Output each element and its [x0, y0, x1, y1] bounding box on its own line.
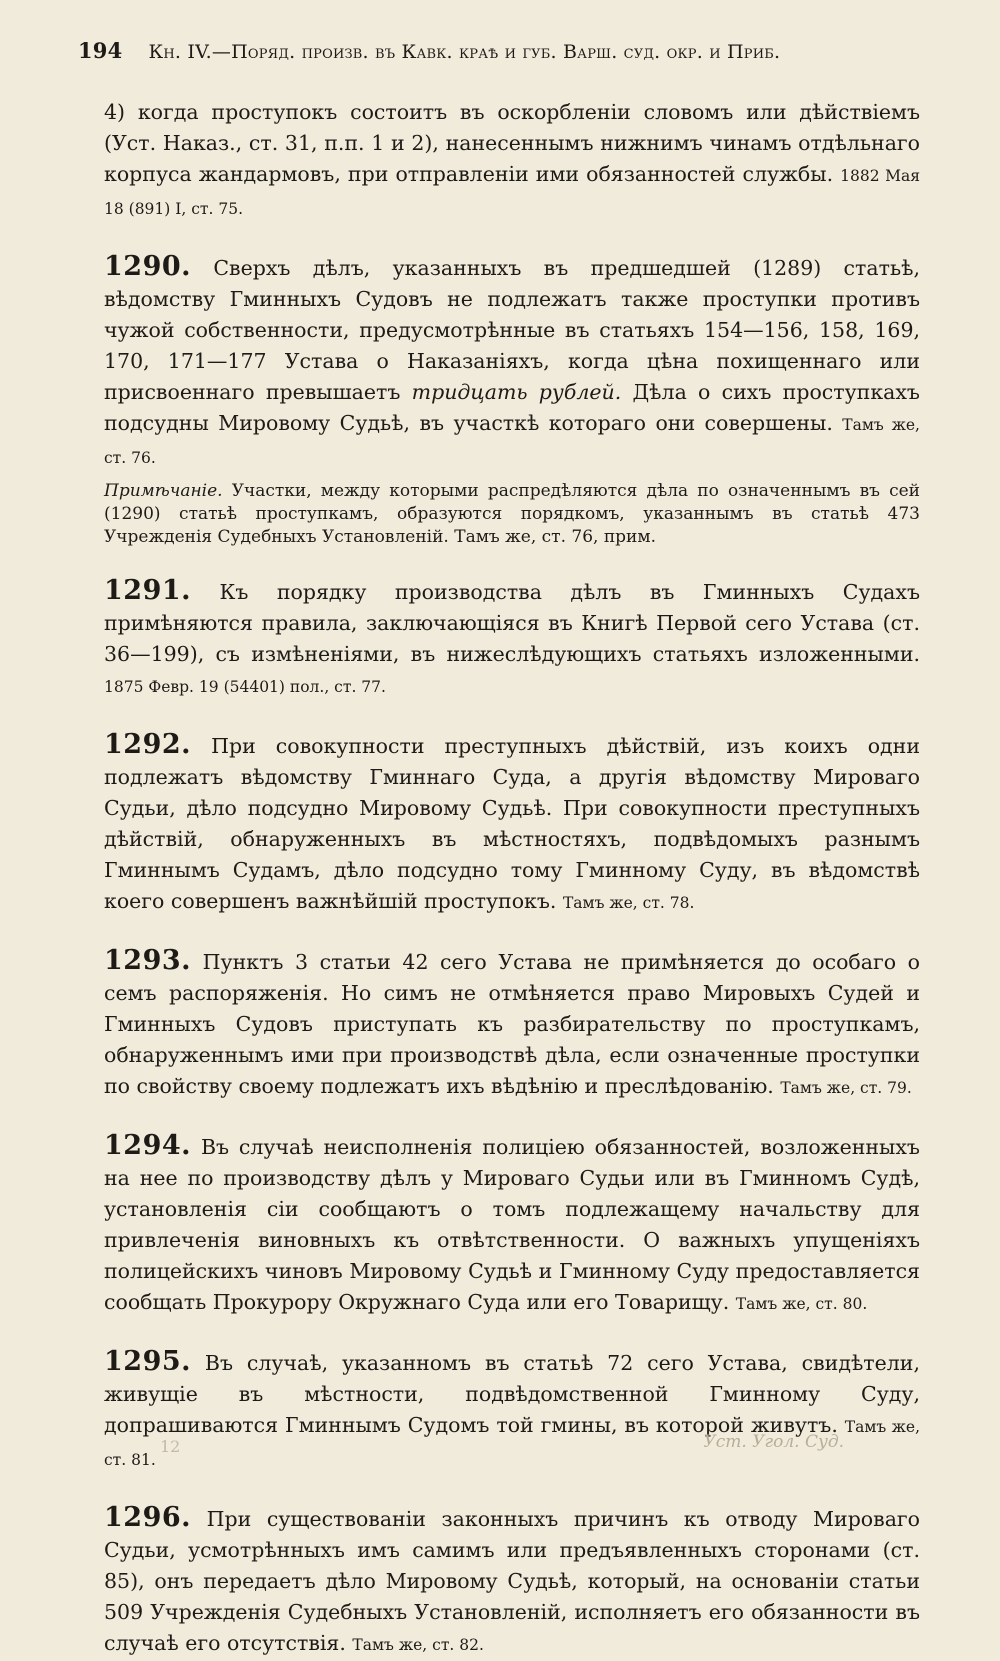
note-ref: Тамъ же, ст. 76, прим. — [454, 527, 657, 547]
article-text: Сверхъ дѣлъ, указанныхъ въ предшедшей (1289) статьѣ, вѣдомству Гминныхъ Судовъ не подлежатъ также проступки противъ чужой собственности, предусмотрѣнные въ статьяхъ 154—156, 158, 169, 170, 171—177 Устава о Наказаніяхъ, когда цѣна похищеннаго или присвоеннаго превышаетъ — [104, 256, 920, 404]
article-ref: Тамъ же, ст. 78. — [562, 894, 695, 912]
note-text: Участки, между которыми распредѣляются дѣла по означеннымъ въ сей (1290) статьѣ проступкамъ, образуются порядкомъ, указаннымъ въ статьѣ 473 Учрежденія Судебныхъ Установленій. — [104, 481, 920, 547]
article-ref: 1875 Февр. 19 (54401) пол., ст. 77. — [104, 678, 386, 696]
article-1293 — [78, 945, 920, 1104]
article-text: Пунктъ 3 статьи 42 сего Устава не примѣняется до особаго о семъ распоряженія. Но симъ не отмѣняется право Мировыхъ Судей и Гминныхъ Судовъ приступать къ разбирательству по проступкамъ, обнаруженнымъ ими при производствѣ дѣла, если означенные проступки по свойству своему подлежатъ ихъ вѣдѣнію и преслѣдованію. — [104, 950, 920, 1098]
article-number: 1293. — [104, 945, 192, 976]
article-note — [78, 480, 920, 549]
article-text: При совокупности преступныхъ дѣйствій, изъ коихъ одни подлежатъ вѣдомству Гминнаго Суда, а другія вѣдомству Мироваго Судьи, дѣло подсудно Мировому Судьѣ. При совокупности преступныхъ дѣйствій, обнаруженныхъ въ мѣстностяхъ, подвѣдомыхъ разнымъ Гминнымъ Судамъ, дѣло подсудно тому Гминному Суду, въ вѣдомствѣ коего совершенъ важнѣйшій проступокъ. — [104, 734, 920, 913]
article-number: 1291. — [104, 575, 192, 606]
article-text: При существованіи законныхъ причинъ къ отводу Мироваго Судьи, усмотрѣнныхъ имъ самимъ или предъявленныхъ сторонами (ст. 85), онъ передаетъ дѣло Мировому Судьѣ, который, на основаніи статьи 509 Учрежденія Судебныхъ Установленій, исполняетъ его обязанности въ случаѣ его отсутствія. — [104, 1507, 920, 1655]
bleed-through-text: Уст. Угол. Суд. — [703, 1432, 844, 1452]
article-body — [78, 1130, 920, 1320]
article-number: 1294. — [104, 1130, 192, 1161]
article-1295 — [78, 1346, 920, 1476]
article-1291 — [78, 575, 920, 703]
article-1290 — [78, 251, 920, 549]
intro-paragraph — [78, 97, 920, 225]
note-label: Примѣчаніе. — [104, 481, 223, 501]
article-ref: Тамъ же, ст. 76. — [104, 416, 920, 467]
article-text-after: Дѣла о сихъ проступкахъ подсудны Мировому Судьѣ, въ участкѣ котораго они совершены. — [104, 380, 920, 435]
article-body — [78, 1502, 920, 1661]
running-header — [78, 38, 920, 63]
intro-ref: 1882 Мая 18 (891) I, ст. 75. — [104, 167, 920, 218]
article-body — [78, 575, 920, 703]
article-1292 — [78, 729, 920, 919]
article-body — [78, 251, 920, 474]
article-ref: Тамъ же, ст. 79. — [780, 1079, 912, 1097]
article-number: 1292. — [104, 729, 192, 760]
article-body — [78, 1346, 920, 1476]
running-title: Кн. IV.—Поряд. произв. въ Кавк. краѣ и губ. Варш. суд. окр. и Приб. — [148, 41, 781, 63]
article-1294 — [78, 1130, 920, 1320]
article-text: Къ порядку производства дѣлъ въ Гминныхъ Судахъ примѣняются правила, заключающіяся въ Книгѣ Первой сего Устава (ст. 36—199), съ измѣненіями, въ нижеслѣдующихъ статьяхъ изложенными. — [104, 580, 920, 666]
article-number: 1290. — [104, 251, 192, 282]
article-italic: тридцать рублей. — [411, 380, 622, 404]
article-ref: Тамъ же, ст. 81. — [104, 1418, 920, 1469]
article-body — [78, 729, 920, 919]
article-ref: Тамъ же, ст. 82. — [352, 1636, 484, 1654]
article-number: 1295. — [104, 1346, 192, 1377]
article-text: Въ случаѣ, указанномъ въ статьѣ 72 сего Устава, свидѣтели, живущіе въ мѣстности, подвѣдомственной Гминному Суду, допрашиваются Гминнымъ Судомъ той гмины, въ которой живутъ. — [104, 1351, 920, 1437]
article-number: 1296. — [104, 1502, 192, 1533]
article-ref: Тамъ же, ст. 80. — [735, 1295, 868, 1313]
article-body — [78, 945, 920, 1104]
bleed-through-number: 12 — [160, 1437, 181, 1456]
intro-text: 4) когда проступокъ состоитъ въ оскорбленіи словомъ или дѣйствіемъ (Уст. Наказ., ст. 31, п.п. 1 и 2), нанесеннымъ нижнимъ чинамъ отдѣльнаго корпуса жандармовъ, при отправленіи ими обязанностей службы. — [104, 100, 920, 186]
page-number: 194 — [78, 38, 123, 63]
article-1296 — [78, 1502, 920, 1661]
article-text: Въ случаѣ неисполненія полиціею обязанностей, возложенныхъ на нее по производству дѣлъ у Мироваго Судьи или въ Гминномъ Судѣ, установленія сіи сообщаютъ о томъ подлежащему начальству для привлеченія виновныхъ къ отвѣтственности. О важныхъ упущеніяхъ полицейскихъ чиновъ Мировому Судьѣ и Гминному Суду предоставляется сообщать Прокурору Окружнаго Суда или его Товарищу. — [104, 1135, 920, 1314]
